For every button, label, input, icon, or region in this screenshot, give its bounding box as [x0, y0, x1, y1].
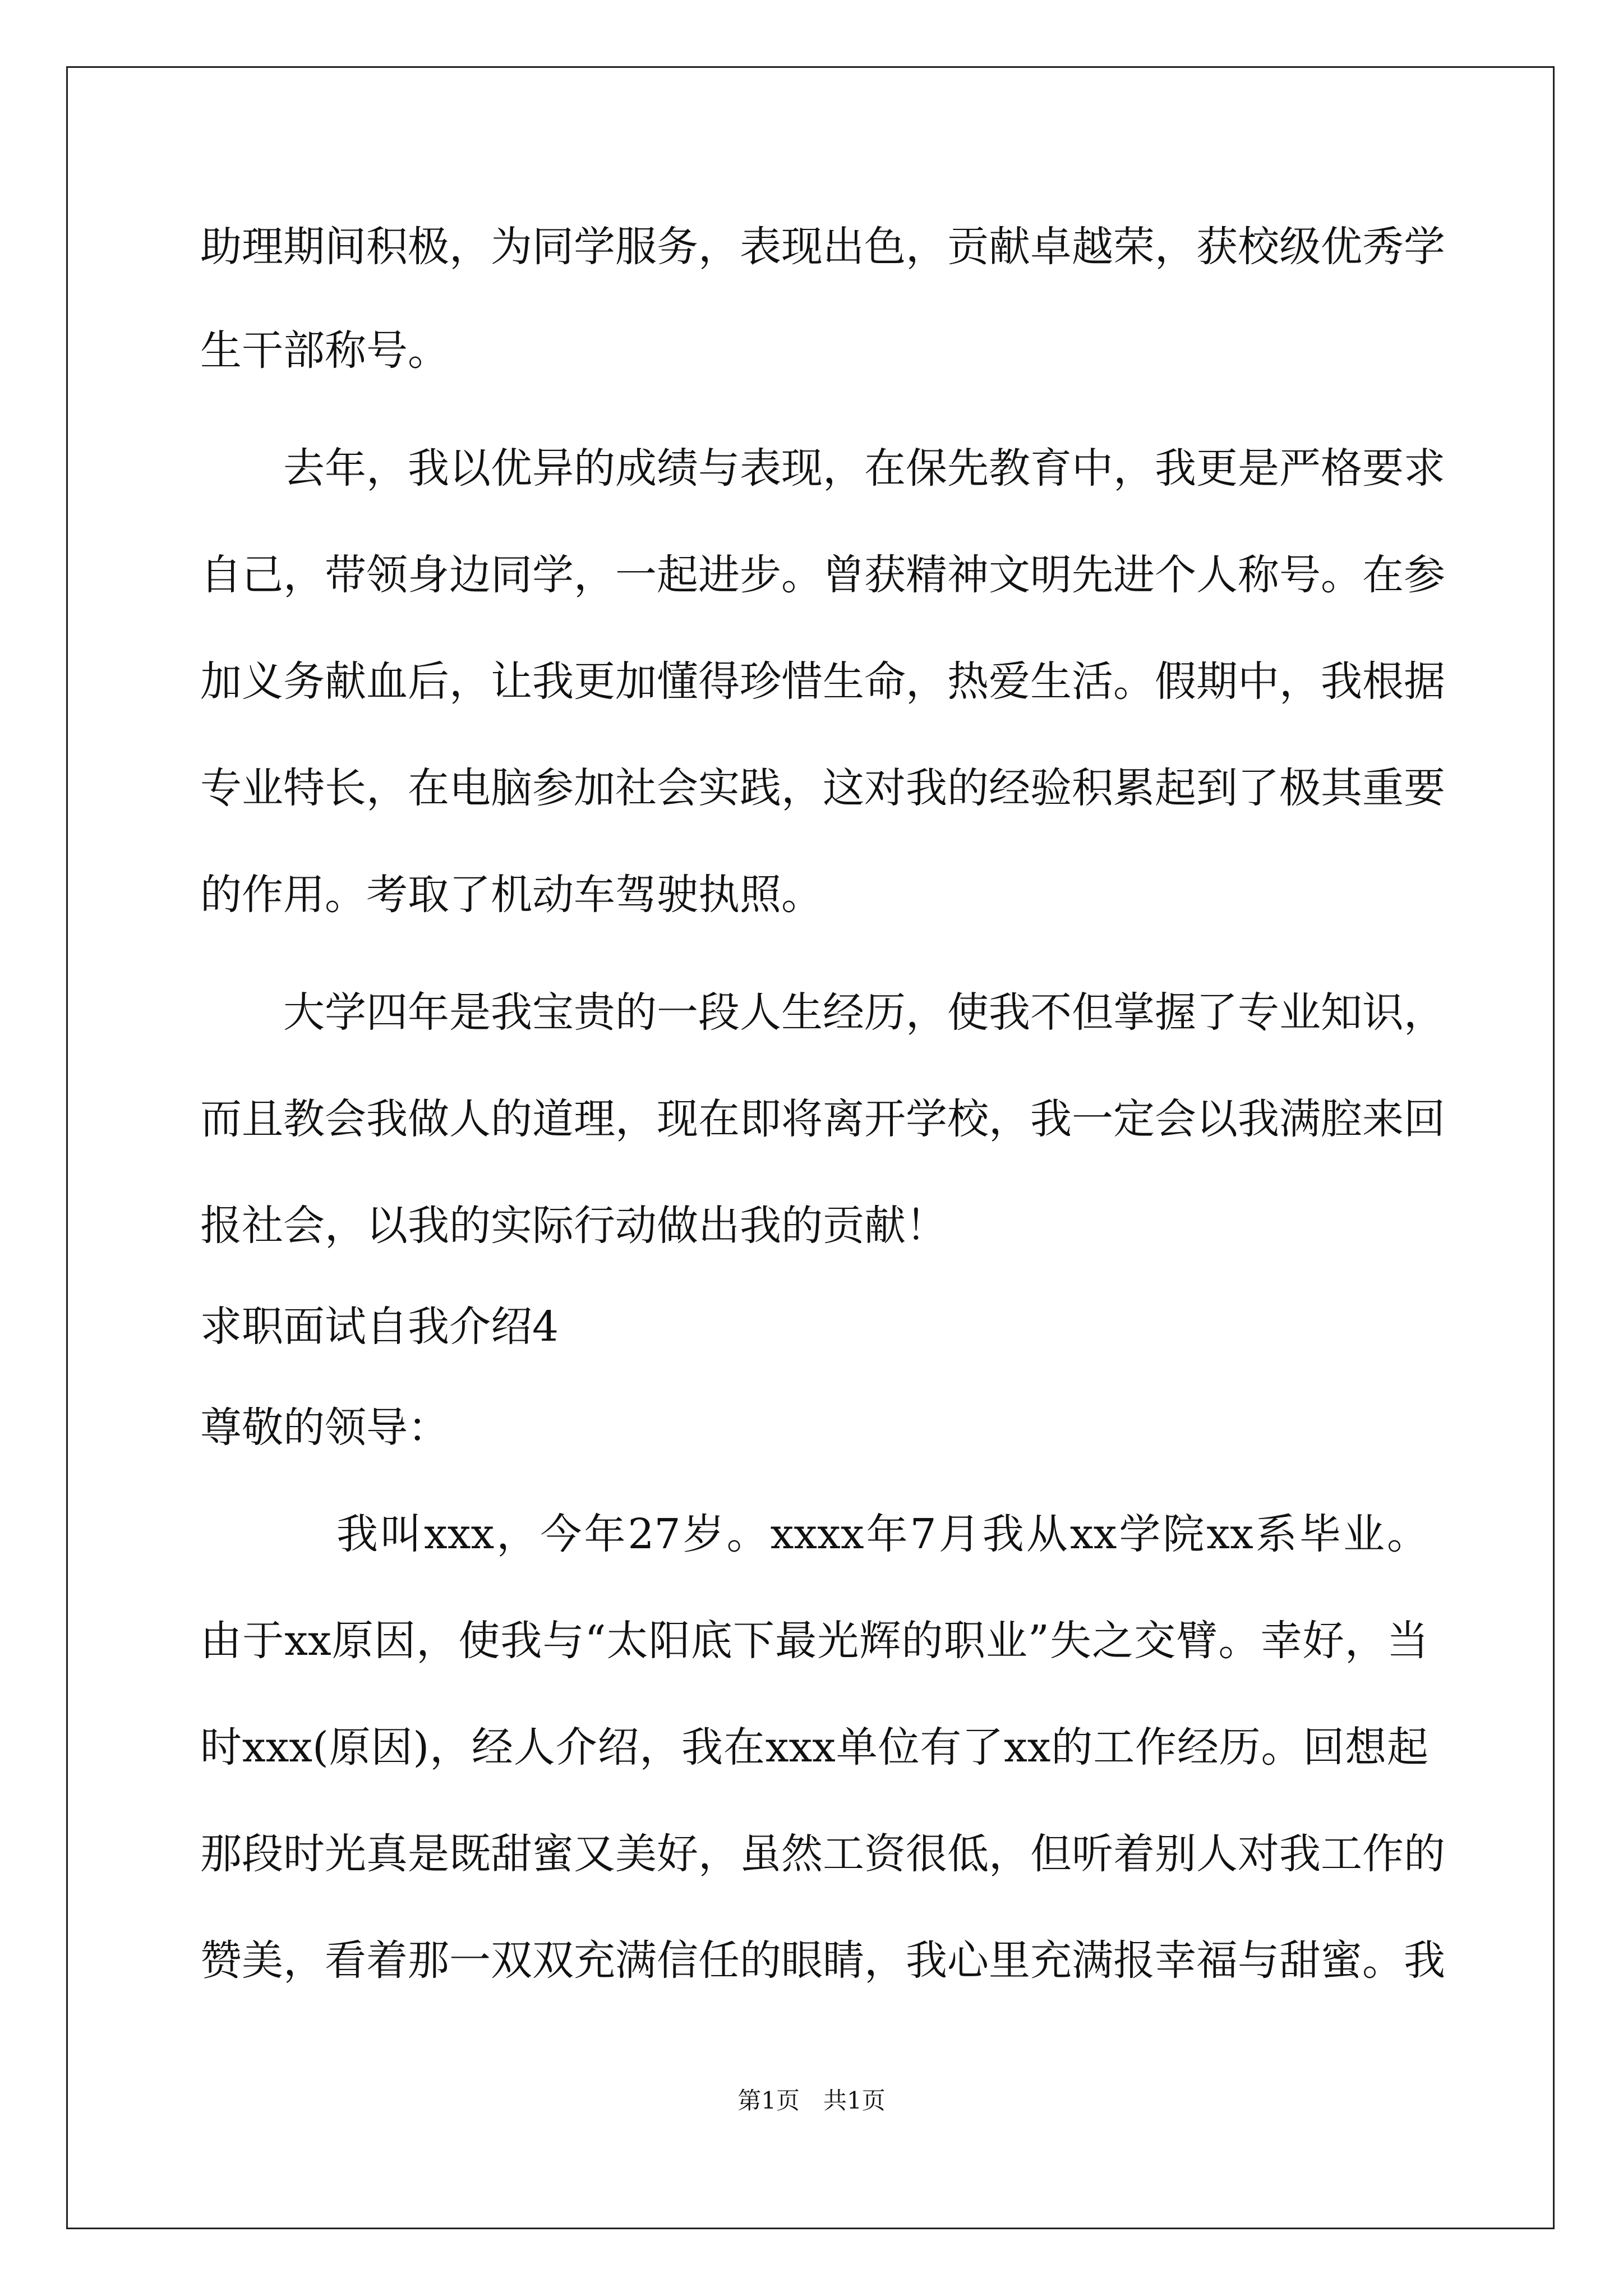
text-line-10: 报社会，以我的实际行动做出我的贡献！ [200, 1202, 947, 1250]
text-line-2: 生干部称号。 [200, 326, 449, 375]
text-line-6: 专业特长，在电脑参加社会实践，这对我的经验积累起到了极其重要 [200, 764, 1445, 812]
text-line-8: 大学四年是我宝贵的一段人生经历，使我不但掌握了专业知识， [283, 988, 1445, 1037]
salutation: 尊敬的领导： [200, 1404, 449, 1452]
text-line-17: 赞美，看着那一双双充满信任的眼睛，我心里充满报幸福与甜蜜。我 [200, 1936, 1445, 1985]
text-line-4: 自己，带领身边同学，一起进步。曾获精神文明先进个人称号。在参 [200, 551, 1445, 599]
text-line-3: 去年，我以优异的成绩与表现，在保先教育中，我更是严格要求 [283, 444, 1445, 493]
text-line-9: 而且教会我做人的道理，现在即将离开学校，我一定会以我满腔来回 [200, 1095, 1445, 1143]
text-line-13: 我叫xxx，今年27岁。xxxx年7月我从xx学院xx系毕业。 [336, 1510, 1428, 1558]
text-line-14: 由于xx原因，使我与“太阳底下最光辉的职业”失之交臂。幸好，当 [200, 1617, 1428, 1665]
text-line-5: 加义务献血后，让我更加懂得珍惜生命，热爱生活。假期中，我根据 [200, 657, 1445, 706]
text-line-16: 那段时光真是既甜蜜又美好，虽然工资很低，但听着别人对我工作的 [200, 1830, 1445, 1878]
page-footer: 第1页 共1页 [737, 2087, 886, 2114]
text-line-7: 的作用。考取了机动车驾驶执照。 [200, 871, 823, 919]
section-heading: 求职面试自我介绍4 [200, 1303, 559, 1351]
text-line-1: 助理期间积极，为同学服务，表现出色，贡献卓越荣，获校级优秀学 [200, 223, 1445, 271]
text-line-15: 时xxx(原因)，经人介绍，我在xxx单位有了xx的工作经历。回想起 [200, 1723, 1428, 1772]
